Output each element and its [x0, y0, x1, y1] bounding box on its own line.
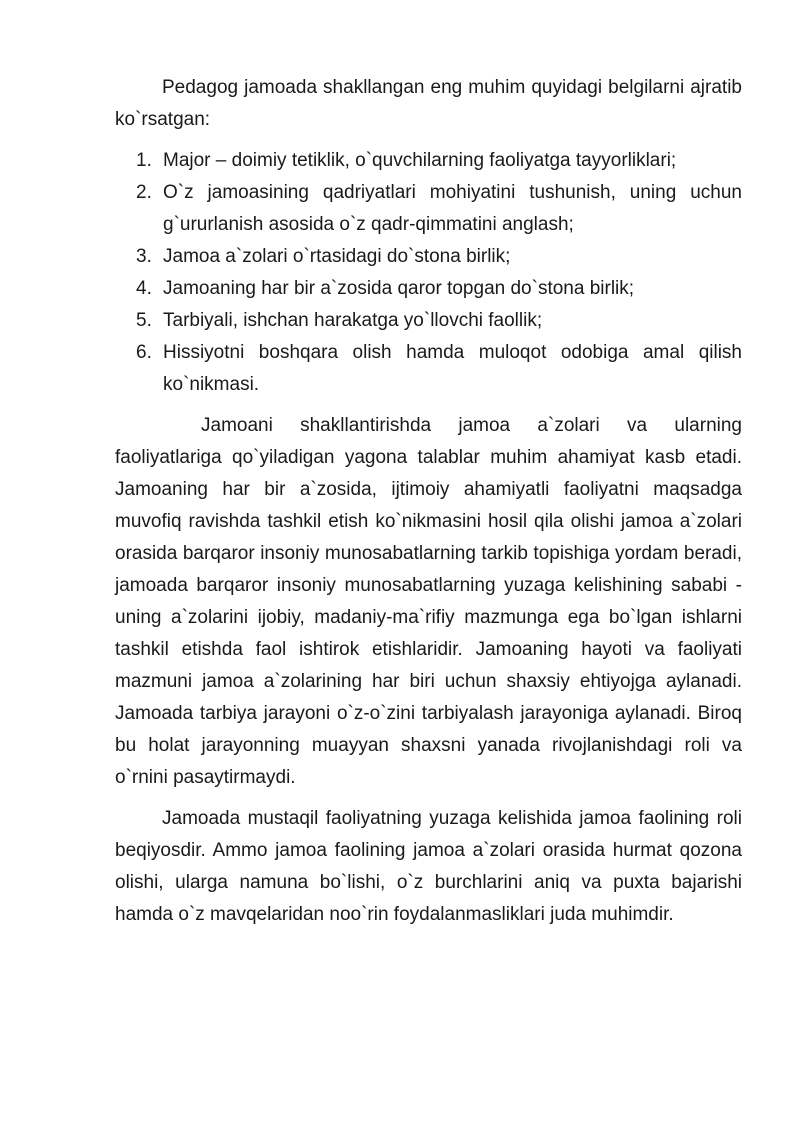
list-number: 1.: [136, 150, 152, 171]
list-number: 5.: [136, 310, 152, 331]
list-item-text: Major – doimiy tetiklik, o`quvchilarning faoliyatga tayyorliklari;: [163, 150, 677, 171]
list-item: [136, 177, 742, 241]
intro-paragraph: Pedagog jamoada shakllangan eng muhim quyidagi belgilarni ajratib ko`rsatgan:: [115, 77, 742, 130]
list-item-text: Jamoa a`zolari o`rtasidagi do`stona birlik;: [163, 246, 511, 267]
list-number: 3.: [136, 246, 152, 267]
body-paragraph-3: Jamoada mustaqil faoliyatning yuzaga kelishida jamoa faolining roli beqiyosdir. Ammo jamoa faolining jamoa a`zolari orasida hurmat qozona olishi, ularga namuna bo`lishi, o`z burchlarini aniq va puxta bajarishi hamda o`z mavqelaridan noo`rin foydalanmasliklari juda muhimdir.: [115, 808, 742, 925]
list-item: [136, 273, 742, 305]
list-number: 4.: [136, 278, 152, 299]
list-item-text: O`z jamoasining qadriyatlari mohiyatini tushunish, uning uchun g`ururlanish asosida o`z qadr-qimmatini anglash;: [163, 182, 742, 235]
numbered-list: [115, 145, 742, 401]
list-item-text: Jamoaning har bir a`zosida qaror topgan do`stona birlik;: [163, 278, 635, 299]
list-item-text: Tarbiyali, ishchan harakatga yo`llovchi faollik;: [163, 310, 543, 331]
list-item: [136, 241, 742, 273]
body-paragraph-2: Jamoani shakllantirishda jamoa a`zolari va ularning faoliyatlariga qo`yiladigan yagona talablar muhim ahamiyat kasb etadi. Jamoaning har bir a`zosida, ijtimoiy ahamiyatli faoliyatni maqsadga muvofiq ravishda tashkil etish ko`nikmasini hosil qila olishi jamoa a`zolari orasida barqaror insoniy munosabatlarning tarkib topishiga yordam beradi, jamoada barqaror insoniy munosabatlarning yuzaga kelishining sababi - uning a`zolarini ijobiy, madaniy-ma`rifiy mazmunga ega bo`lgan ishlarni tashkil etishda faol ishtirok etishlaridir. Jamoaning hayoti va faoliyati mazmuni jamoa a`zolarining har biri uchun shaxsiy ehtiyojga aylanadi. Jamoada tarbiya jarayoni o`z-o`zini tarbiyalash jarayoniga aylanadi. Biroq bu holat jarayonning muayyan shaxsni yanada rivojlanishdagi roli va o`rnini pasaytirmaydi.: [115, 415, 742, 788]
list-item-text: Hissiyotni boshqara olish hamda muloqot odobiga amal qilish ko`nikmasi.: [163, 342, 742, 395]
list-item: [136, 145, 742, 177]
list-number: 2.: [136, 182, 152, 203]
document-page: [115, 72, 742, 931]
list-number: 6.: [136, 342, 152, 363]
list-item: [136, 305, 742, 337]
list-item: [136, 337, 742, 401]
